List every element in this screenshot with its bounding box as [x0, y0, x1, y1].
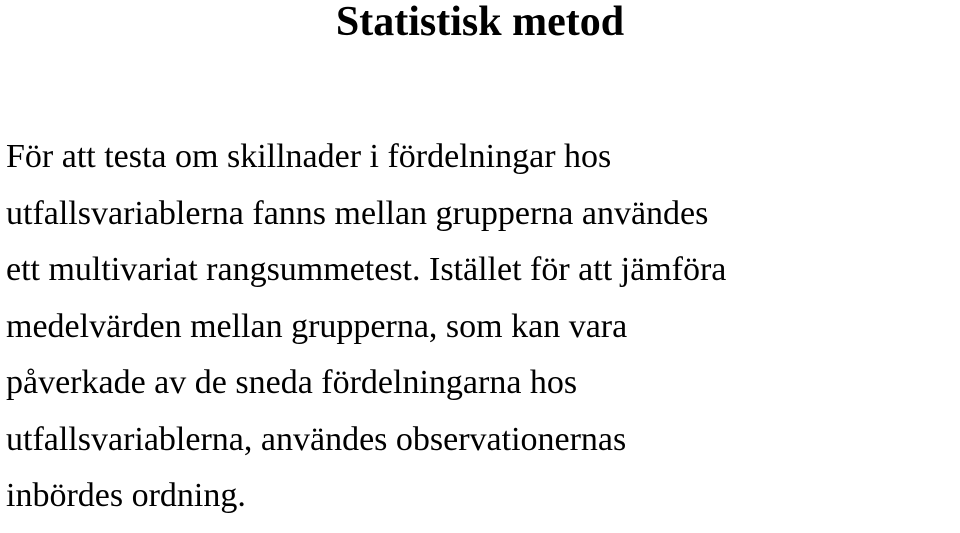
slide-title: Statistisk metod [335, 0, 625, 45]
body-line: utfallsvariablerna, användes observationernas [6, 420, 627, 458]
slide-body-paragraph [6, 137, 726, 533]
body-line: För att testa om skillnader i fördelningar hos [6, 138, 612, 175]
body-line: ett multivariat rangsummetest. Istället för att jämföra [6, 251, 727, 288]
body-line: utfallsvariablerna fanns mellan grupperna användes [6, 194, 709, 232]
body-line: inbördes ordning. [6, 477, 246, 514]
body-line: påverkade av de sneda fördelningarna hos [6, 364, 578, 401]
body-line: medelvärden mellan grupperna, som kan vara [6, 307, 628, 345]
